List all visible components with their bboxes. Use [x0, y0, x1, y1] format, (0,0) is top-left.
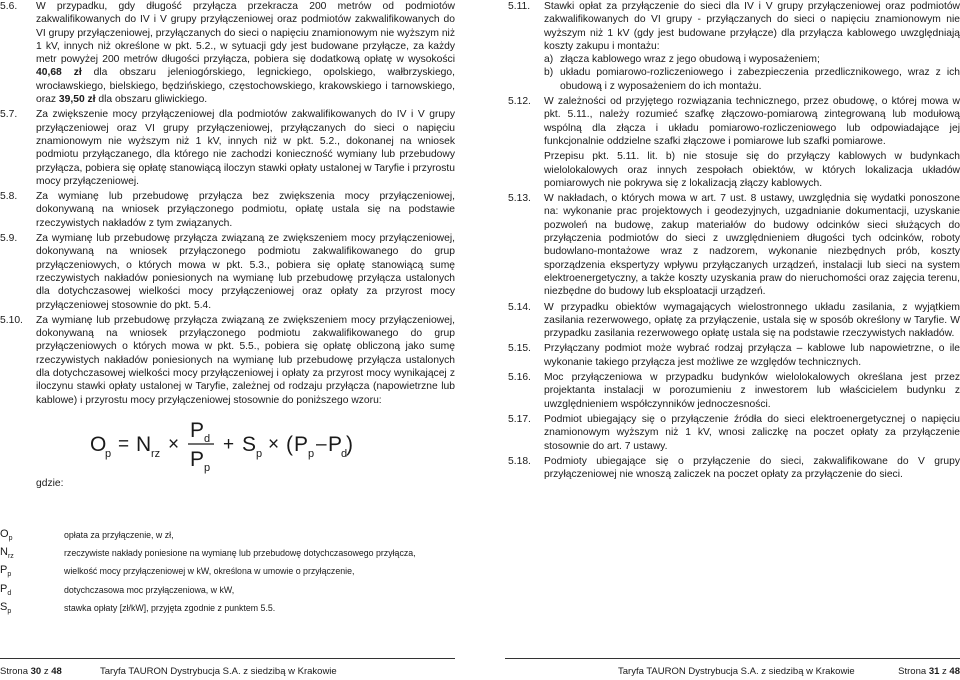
section-text [544, 95, 960, 190]
section-number: 5.9. [0, 233, 18, 245]
section-5-12 [508, 95, 960, 190]
definition-row [0, 528, 455, 542]
formula-symbol: S [242, 432, 257, 456]
text-part: W przypadku, gdy długość przyłącza przekracza 200 metrów od podmiotów zakwalifikowanych do IV i V grupy przyłączeniowej oraz podmiotów zakwalifikowanych do VI grupy przyłączeniowej, przyłączanych do sieci o napięciu znamionowym nie wyższym niż 1 kV, innych niż określone w pkt. 5.2., w sytuacji gdy jest budowane przyłącze, za każdy metr powyżej 200 metrów długości przyłącza, pobiera się dodatkową opłatę w wysokości [36, 1, 455, 66]
section-number: 5.10. [0, 314, 23, 326]
section-number: 5.11. [508, 1, 531, 12]
right-page-number [898, 666, 960, 677]
definition-symbol [0, 601, 64, 615]
symbol-letter: S [0, 600, 8, 613]
section-number: 5.15. [508, 343, 531, 355]
definition-row [0, 583, 455, 597]
symbol-letter: N [0, 546, 8, 559]
page-num: 30 [30, 666, 42, 677]
section-number: 5.13. [508, 193, 531, 205]
section-5-11 [508, 0, 960, 93]
list-item [544, 66, 960, 93]
formula-symbol: N [136, 432, 152, 456]
formula-operator: × [268, 433, 280, 455]
section-number: 5.17. [508, 413, 531, 425]
definition-row [0, 601, 455, 615]
section-text [36, 0, 455, 106]
section-text: Podmioty ubiegające się o przyłączenie do sieci, zakwalifikowane do V grupy przyłączeniowej nie wnoszą zaliczek na poczet opłaty za przyłączenie do sieci. [544, 455, 960, 481]
symbol-letter: P [0, 564, 8, 577]
definition-symbol [0, 546, 64, 560]
formula-symbol: P [328, 432, 343, 456]
section-5-13 [508, 192, 960, 298]
left-page-number [0, 666, 62, 677]
section-5-16 [508, 371, 960, 411]
section-5-7 [0, 108, 455, 188]
symbol-subscript: d [7, 589, 12, 597]
symbol-letter: O [0, 528, 9, 540]
section-text: Za wymianę lub przebudowę przyłącza bez zwiększenia mocy przyłączeniowej, dokonywaną na wniosek przyłączonego podmiotu, opłatę ustala się na podstawie rzeczywistych nakładów z tym związanych. [36, 191, 455, 229]
section-5-18 [508, 455, 960, 482]
page-label: z [939, 666, 950, 677]
definition-row [0, 564, 455, 578]
page-footer [0, 658, 960, 680]
formula-subscript: p [308, 447, 315, 460]
footer-rule [0, 658, 455, 659]
section-number: 5.16. [508, 372, 531, 384]
section-text: Podmiot ubiegający się o przyłączenie źródła do sieci elektroenergetycznej o napięciu znamionowym wyższym niż 1 kV, wnosi zaliczkę na poczet opłaty za przyłączenie stosownie do art. 7 ustawy. [544, 413, 960, 452]
formula-symbol: P [294, 432, 309, 456]
page-total: 48 [949, 666, 960, 677]
section-text: Moc przyłączeniowa w przypadku budynków wielolokalowych określana jest przez projektanta instalacji w porozumieniu z inwestorem lub właścicielem budynku z uwzględnieniem współczynników jednoczesności. [544, 372, 960, 410]
formula-definitions [0, 528, 455, 619]
symbol-subscript: p [7, 607, 12, 615]
footer-rule [505, 658, 960, 659]
section-text: W nakładach, o których mowa w art. 7 ust. 8 ustawy, uwzględnia się wydatki ponoszone na: wykonanie prac projektowych i geodezyjnych, uzgadnianie dokumentacji, uzyskanie pozwoleń na budowę, zakup materiałów do budowy odcinków sieci służących do przyłączenia podmiotów do sieci z uwzględnieniem długości tych odcinków, roboty budowlano-montażowe wraz z nadzorem, wykonanie niezbędnych prób, koszty sporządzenia ekspertyzy wpływu przyłączanych urządzeń, instalacji lub sieci na system elektroenergetyczny, a także koszty uzyskania praw do nieruchomości oraz zajęcia terenu, niezbędne do budowy lub eksploatacji urządzeń. [544, 193, 960, 298]
formula-subscript: p [204, 461, 211, 474]
definition-symbol [0, 583, 64, 597]
formula-paren: ) [346, 432, 353, 456]
section-5-6 [0, 0, 455, 106]
list-text: układu pomiarowo-rozliczeniowego i zabezpieczenia przedlicznikowego, wraz z ich obudową i z wyposażeniem do ich montażu. [560, 67, 960, 92]
right-footer-title: Taryfa TAURON Dystrybucja S.A. z siedzibą w Krakowie [618, 666, 855, 677]
rate-value: 40,68 zł [36, 67, 82, 79]
section-paragraph: W zależności od przyjętego rozwiązania technicznego, przez obudowę, o której mowa w pkt. 5.11., należy rozumieć szafkę złączowo-pomiarową zintegrowaną lub modułową wspólną dla złącza i układu pomiarowo-rozliczeniowego lub odpowiadające jej funkcjonalnie oddzielne szafki złączowe i pomiarowe lub szafki pomiarowe. [544, 96, 960, 147]
formula-block [0, 409, 455, 495]
section-number: 5.7. [0, 109, 18, 121]
definition-text: stawka opłaty [zł/kW], przyjęta zgodnie z punktem 5.5. [64, 602, 276, 613]
formula-symbol: P [190, 418, 205, 442]
section-text: Za wymianę lub przebudowę przyłącza związaną ze zwiększeniem mocy przyłączeniowej, dokonywaną na wniosek przyłączonego podmiotu zakwalifikowanego do grup przyłączeniowych o których mowa w pkt. 5.5., pobiera się opłatę obliczoną jako sumę rzeczywistych nakładów poniesionych na wymianę lub przebudowę przyłącza ustalonych dla dotychczasowej wielkości mocy przyłączeniowej i opłaty za przyrost mocy wynikającej z iloczynu stawki opłaty ustalonej w Taryfie, zależnej od rodzaju przyłącza (napowietrzne lub kablowe) i przyrostu mocy przyłączeniowej stosownie do poniższego wzoru: [36, 314, 455, 406]
symbol-subscript: p [8, 535, 13, 543]
list-label: a) [544, 54, 554, 66]
section-5-10 [0, 314, 455, 407]
section-paragraph: Stawki opłat za przyłączenie do sieci dla IV i V grupy przyłączeniowej oraz podmiotów zakwalifikowanych do VI grupy - przyłączanych do sieci o napięciu znamionowym nie wyższym niż 1 kV (gdy jest budowane przyłącze) dla przyłącza kablowego uwzględniają koszty zakupu i montażu: [544, 1, 960, 52]
formula-operator: + [223, 433, 235, 455]
rate-value: 39,50 zł [58, 94, 96, 106]
definition-text: wielkość mocy przyłączeniowej w kW, określona w umowie o przyłączenie, [64, 566, 355, 577]
definition-text: dotychczasowa moc przyłączeniowa, w kW, [64, 584, 235, 595]
section-text: Za zwiększenie mocy przyłączeniowej dla podmiotów zakwalifikowanych do IV i V grupy przyłączeniowej oraz VI grupy przyłączeniowej, przyłączanych do sieci o napięciu znamionowym nie wyższym niż 1 kV, innych niż w pkt. 5.2., dokonanej na wniosek podmiotu przyłączanego, dla którego nie zachodzi konieczność wymiany lub przebudowy przyłącza, pobiera się opłatę stanowiącą iloczyn stawki opłaty ustalonej w Taryfie i przyrostu mocy przyłączeniowej. [36, 109, 455, 187]
formula-subscript: d [341, 447, 348, 460]
symbol-subscript: rz [7, 553, 14, 561]
left-footer-title: Taryfa TAURON Dystrybucja S.A. z siedzibą w Krakowie [100, 666, 337, 677]
section-number: 5.18. [508, 455, 531, 467]
formula-paren: ( [286, 432, 293, 456]
formula-subscript: p [256, 447, 263, 460]
formula-symbol: O [90, 432, 107, 456]
section-number: 5.14. [508, 301, 531, 313]
right-column [508, 0, 960, 483]
section-text: W przypadku obiektów wymagających wielostronnego układu zasilania, z wyjątkiem zasilania rezerwowego, opłatę za przyłączenie, ustala się w sposób określony w Taryfie. W przypadku zasilania rezerwowego opłatę ustala się na podstawie rzeczywistych nakładów. [544, 301, 960, 340]
page-label: Strona [0, 666, 31, 677]
text-part: dla obszaru jeleniogórskiego, legnickiego, opolskiego, wałbrzyskiego, wrocławskiego, bielskiego, będzińskiego, częstochowskiego, krakowskiego i tarnowskiego, oraz [36, 67, 455, 106]
page-total: 48 [51, 666, 62, 677]
section-text: Za wymianę lub przebudowę przyłącza związaną ze zwiększeniem mocy przyłączeniowej, dokonywaną na wniosek przyłączonego podmiotu zakwalifikowanego do grup przyłączeniowych, o których mowa w pkt. 5.3., pobiera się opłatę stanowiącą sumę rzeczywistych nakładów poniesionych na wymianę lub przebudowę przyłącza ustalonych dla dotychczasowej wielkości mocy przyłączeniowej oraz opłaty za przyrost mocy przyłączeniowej stosownie do pkt. 5.4. [36, 233, 455, 311]
list-item [544, 53, 960, 66]
page-label: z [41, 666, 52, 677]
section-number: 5.8. [0, 191, 18, 203]
left-column [0, 0, 455, 495]
section-paragraph: Przepisu pkt. 5.11. lit. b) nie stosuje się do przyłączy kablowych w budynkach wielolokalowych oraz innych zespołach obiektów, w których lokalizacja układów pomiarowych nie pokrywa się z lokalizacją złączy kablowych. [544, 151, 960, 189]
where-label: gdzie: [36, 477, 64, 489]
formula-symbol: P [190, 447, 205, 471]
formula-operator: – [316, 433, 327, 455]
formula-subscript: rz [151, 447, 161, 460]
section-number: 5.6. [0, 1, 18, 12]
text-part: dla obszaru gliwickiego. [95, 94, 208, 106]
section-text: Przyłączany podmiot może wybrać rodzaj przyłącza – kablowe lub napowietrzne, o ile wykonanie takiego przyłącza jest możliwe ze względów technicznych. [544, 343, 960, 368]
symbol-subscript: p [7, 571, 12, 579]
fee-formula [90, 413, 353, 483]
formula-operator: × [168, 433, 180, 455]
section-text [544, 0, 960, 93]
definition-text: opłata za przyłączenie, w zł, [64, 530, 174, 540]
section-5-15 [508, 342, 960, 369]
formula-subscript: p [105, 447, 112, 460]
section-5-9 [0, 232, 455, 312]
definition-symbol [0, 528, 64, 542]
list-label: b) [544, 67, 554, 79]
definition-symbol [0, 564, 64, 578]
list-text: złącza kablowego wraz z jego obudową i wyposażeniem; [560, 54, 820, 66]
symbol-letter: P [0, 582, 8, 595]
formula-subscript: d [204, 432, 211, 445]
section-number: 5.12. [508, 96, 531, 108]
definition-text: rzeczywiste nakłady poniesione na wymianę lub przebudowę dotychczasowego przyłącza, [64, 548, 416, 559]
section-5-8 [0, 190, 455, 230]
section-5-14 [508, 301, 960, 341]
page-label: Strona [898, 666, 929, 677]
section-5-17 [508, 413, 960, 453]
definition-row [0, 546, 455, 560]
page-num: 31 [928, 666, 940, 677]
formula-operator: = [118, 433, 130, 455]
